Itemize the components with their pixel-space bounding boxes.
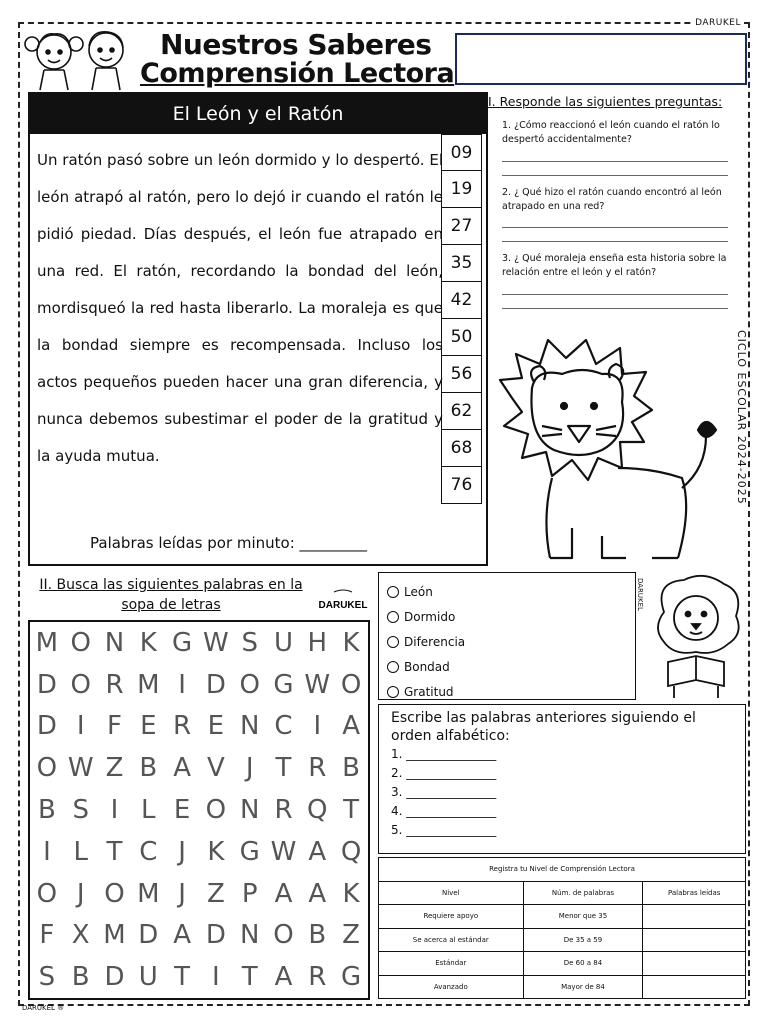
grid-letter[interactable]: R xyxy=(308,753,327,784)
question-3: 3. ¿ Qué moraleja enseña esta historia sobre la relación entre el león y el ratón? xyxy=(502,253,727,279)
table-cell: De 60 a 84 xyxy=(523,952,643,976)
grid-letter[interactable]: C xyxy=(139,836,158,867)
grid-letter[interactable]: F xyxy=(107,711,122,742)
table-cell: Se acerca al estándar xyxy=(379,928,524,952)
question-2: 2. ¿ Qué hizo el ratón cuando encontró al león atrapado en una red? xyxy=(502,186,722,212)
grid-letter[interactable]: M xyxy=(35,627,59,658)
word-count: 62 xyxy=(441,393,482,430)
grid-letter[interactable]: T xyxy=(106,836,123,867)
darukel-logo xyxy=(312,588,374,614)
grid-letter[interactable]: X xyxy=(71,920,90,951)
grid-letter[interactable]: A xyxy=(308,836,327,867)
reading-section xyxy=(28,92,488,566)
word-label: Gratitud xyxy=(404,684,454,699)
radio-button[interactable] xyxy=(387,636,399,648)
grid-letter[interactable]: G xyxy=(239,836,260,867)
grid-letter[interactable]: B xyxy=(71,962,90,993)
grid-letter[interactable]: O xyxy=(273,920,294,951)
grid-letter[interactable]: O xyxy=(205,794,227,825)
question-1: 1. ¿Cómo reaccionó el león cuando el ratón lo despertó accidentalmente? xyxy=(502,120,720,146)
grid-letter[interactable]: B xyxy=(342,753,360,784)
word-count: 42 xyxy=(441,282,482,319)
grid-letter[interactable]: F xyxy=(39,920,55,951)
answer-line[interactable] xyxy=(502,148,728,162)
grid-letter[interactable]: R xyxy=(308,962,327,993)
grid-letter[interactable]: W xyxy=(67,753,94,784)
grid-letter[interactable]: N xyxy=(239,920,260,951)
grid-letter[interactable]: U xyxy=(138,962,158,993)
word-count: 19 xyxy=(441,171,482,208)
grid-letter[interactable]: L xyxy=(73,836,88,867)
grid-letter[interactable]: A xyxy=(308,878,327,909)
grid-letter[interactable]: A xyxy=(274,962,293,993)
reading-lion-illustration xyxy=(644,572,748,700)
grid-letter[interactable]: K xyxy=(207,836,225,867)
grid-letter[interactable]: M xyxy=(103,920,126,951)
grid-letter[interactable]: Z xyxy=(105,753,124,784)
grid-letter[interactable]: M xyxy=(137,878,160,909)
grid-letter[interactable]: O xyxy=(36,753,58,784)
grid-letter[interactable]: D xyxy=(36,711,57,742)
answer-line[interactable] xyxy=(502,281,728,295)
grid-letter[interactable]: I xyxy=(43,836,51,867)
grid-letter[interactable]: C xyxy=(274,711,293,742)
grid-letter[interactable]: O xyxy=(340,669,362,700)
grid-letter[interactable]: A xyxy=(173,753,191,784)
brand-label: DARUKEL xyxy=(692,18,744,28)
school-year-label: CICLO ESCOLAR 2024-2025 xyxy=(735,330,748,505)
wordsearch-title: II. Busca las siguientes palabras en la sopa de letras xyxy=(39,577,303,613)
grid-letter[interactable]: J xyxy=(178,878,186,909)
grid-letter[interactable]: O xyxy=(36,878,58,909)
word-item[interactable] xyxy=(387,654,627,679)
grid-letter[interactable]: B xyxy=(139,753,158,784)
table-header: Palabras leídas xyxy=(643,881,746,905)
grid-letter[interactable]: W xyxy=(304,669,331,700)
words-read-cell[interactable] xyxy=(643,952,746,976)
grid-letter[interactable]: G xyxy=(172,627,193,658)
grid-letter[interactable]: J xyxy=(245,753,254,784)
word-label: Dormido xyxy=(404,609,456,624)
questions-header: I. Responde las siguientes preguntas: xyxy=(488,94,723,109)
grid-letter[interactable]: G xyxy=(273,669,294,700)
grid-letter[interactable]: E xyxy=(173,794,191,825)
radio-button[interactable] xyxy=(387,611,399,623)
grid-letter[interactable]: O xyxy=(70,627,91,658)
grid-letter[interactable]: N xyxy=(104,627,125,658)
title-line-2: Comprensión Lectora xyxy=(140,58,455,89)
word-list xyxy=(378,572,636,700)
table-header: Núm. de palabras xyxy=(523,881,643,905)
grid-letter[interactable]: L xyxy=(141,794,156,825)
table-row xyxy=(379,928,746,952)
lion-illustration xyxy=(492,318,726,570)
grid-letter[interactable]: E xyxy=(140,711,157,742)
grid-letter[interactable]: R xyxy=(105,669,124,700)
word-label: Diferencia xyxy=(404,634,466,649)
word-count: 68 xyxy=(441,430,482,467)
word-label: León xyxy=(404,584,433,599)
table-header: Nivel xyxy=(379,881,524,905)
grid-letter[interactable]: T xyxy=(174,962,191,993)
word-count: 56 xyxy=(441,356,482,393)
grid-letter[interactable]: I xyxy=(313,711,322,742)
words-read-cell[interactable] xyxy=(643,905,746,929)
alphabetical-section xyxy=(378,704,746,854)
reading-text: Un ratón pasó sobre un león dormido y lo despertó. El león atrapó al ratón, pero lo dejó ir cuando el ratón le pidió piedad. Días después, el león fue atrapado en una red. El ratón, recordando la bondad del león, mordisqueó la red hasta liberarlo. La moraleja es que la bondad siempre es recompensada. Incluso los actos pequeños pueden hacer una gran diferencia, y nunca debemos subestimar el poder de la gratitud y la ayuda mutua. xyxy=(37,151,443,465)
table-cell: Avanzado xyxy=(379,975,524,999)
answer-line[interactable] xyxy=(502,214,728,228)
grid-letter[interactable]: K xyxy=(342,627,360,658)
grid-letter[interactable]: S xyxy=(241,627,258,658)
grid-letter[interactable]: M xyxy=(137,669,160,700)
wordsearch-grid[interactable] xyxy=(28,620,370,1000)
name-input-box[interactable] xyxy=(455,33,747,85)
grid-letter[interactable]: Q xyxy=(340,836,362,867)
grid-letter[interactable]: R xyxy=(274,794,293,825)
grid-letter[interactable]: R xyxy=(173,711,192,742)
title-line-1: Nuestros Saberes xyxy=(160,28,432,61)
grid-letter[interactable]: I xyxy=(76,711,85,742)
grid-letter[interactable]: S xyxy=(72,794,89,825)
grid-letter[interactable]: Q xyxy=(307,794,328,825)
grid-letter[interactable]: D xyxy=(205,920,226,951)
grid-letter[interactable]: I xyxy=(212,962,220,993)
logo-image xyxy=(312,588,374,614)
grid-letter[interactable]: J xyxy=(178,836,186,867)
grid-letter[interactable]: B xyxy=(308,920,327,951)
grid-letter[interactable]: O xyxy=(104,878,125,909)
words-read-cell[interactable] xyxy=(643,928,746,952)
word-label: Bondad xyxy=(404,659,450,674)
table-cell: Estándar xyxy=(379,952,524,976)
grid-letter[interactable]: E xyxy=(207,711,225,742)
grid-letter[interactable]: U xyxy=(273,627,293,658)
word-count: 27 xyxy=(441,208,482,245)
table-cell: Mayor de 84 xyxy=(523,975,643,999)
grid-letter[interactable]: K xyxy=(139,627,157,658)
radio-button[interactable] xyxy=(387,661,399,673)
grid-letter[interactable]: O xyxy=(239,669,260,700)
grid-letter[interactable]: K xyxy=(342,878,360,909)
grid-letter[interactable]: G xyxy=(341,962,362,993)
alphabetical-line[interactable]: 4. _______________ xyxy=(391,804,497,819)
grid-letter[interactable]: D xyxy=(36,669,57,700)
word-count: 76 xyxy=(441,467,482,504)
grid-letter[interactable]: I xyxy=(178,669,186,700)
grid-letter[interactable]: T xyxy=(275,753,292,784)
radio-button[interactable] xyxy=(387,586,399,598)
word-count: 35 xyxy=(441,245,482,282)
table-caption: Registra tu Nivel de Comprensión Lectora xyxy=(379,858,746,882)
grid-letter[interactable]: D xyxy=(138,920,159,951)
table-cell: Menor que 35 xyxy=(523,905,643,929)
word-item[interactable] xyxy=(387,579,627,604)
kids-illustration xyxy=(22,26,140,92)
word-item[interactable] xyxy=(387,679,627,704)
word-count: 09 xyxy=(441,134,482,171)
alphabetical-line[interactable]: 1. _______________ xyxy=(391,747,497,762)
grid-letter[interactable]: W xyxy=(203,627,229,658)
table-row xyxy=(379,975,746,999)
grid-letter[interactable]: B xyxy=(37,794,56,825)
grid-letter[interactable]: T xyxy=(241,962,258,993)
answer-line[interactable] xyxy=(502,295,728,309)
grid-letter[interactable]: A xyxy=(173,920,191,951)
word-count-column xyxy=(441,134,482,504)
word-item[interactable] xyxy=(387,604,627,629)
word-count: 50 xyxy=(441,319,482,356)
reading-title: El León y el Ratón xyxy=(30,94,486,134)
grid-letter[interactable]: D xyxy=(205,669,226,700)
grid-letter[interactable]: N xyxy=(239,794,260,825)
radio-button[interactable] xyxy=(387,686,399,698)
grid-letter[interactable]: T xyxy=(343,794,360,825)
grid-letter[interactable]: S xyxy=(38,962,56,993)
table-row xyxy=(379,952,746,976)
answer-line[interactable] xyxy=(502,162,728,176)
table-row xyxy=(379,905,746,929)
table-cell: De 35 a 59 xyxy=(523,928,643,952)
alphabetical-line[interactable]: 3. _______________ xyxy=(391,785,497,800)
comprehension-level-table xyxy=(378,857,746,999)
grid-letter[interactable]: O xyxy=(70,669,91,700)
small-brand-label: DARUKEL xyxy=(636,578,644,611)
grid-letter[interactable]: Z xyxy=(206,878,225,909)
grid-letter[interactable]: D xyxy=(104,962,125,993)
grid-letter[interactable]: P xyxy=(241,878,258,909)
grid-letter[interactable]: V xyxy=(206,753,225,784)
grid-letter[interactable]: Z xyxy=(342,920,360,951)
word-item[interactable] xyxy=(387,629,627,654)
alphabetical-line[interactable]: 5. _______________ xyxy=(391,823,497,838)
grid-letter[interactable]: H xyxy=(307,627,328,658)
grid-letter[interactable]: W xyxy=(270,836,297,867)
grid-letter[interactable]: J xyxy=(76,878,85,909)
answer-line[interactable] xyxy=(502,228,728,242)
questions-section xyxy=(488,92,746,309)
words-read-cell[interactable] xyxy=(643,975,746,999)
grid-letter[interactable]: N xyxy=(239,711,260,742)
alphabetical-line[interactable]: 2. _______________ xyxy=(391,766,497,781)
grid-letter[interactable]: I xyxy=(110,794,119,825)
grid-letter[interactable]: A xyxy=(342,711,360,742)
grid-letter[interactable]: A xyxy=(274,878,293,909)
footer-brand: DARUKEL ® xyxy=(22,1004,65,1012)
words-per-minute-label: Palabras leídas por minuto: _________ xyxy=(90,534,368,552)
table-cell: Requiere apoyo xyxy=(379,905,524,929)
alphabetical-title: Escribe las palabras anteriores siguiendo el orden alfabético: xyxy=(391,710,696,745)
logo-text: DARUKEL xyxy=(318,600,368,611)
